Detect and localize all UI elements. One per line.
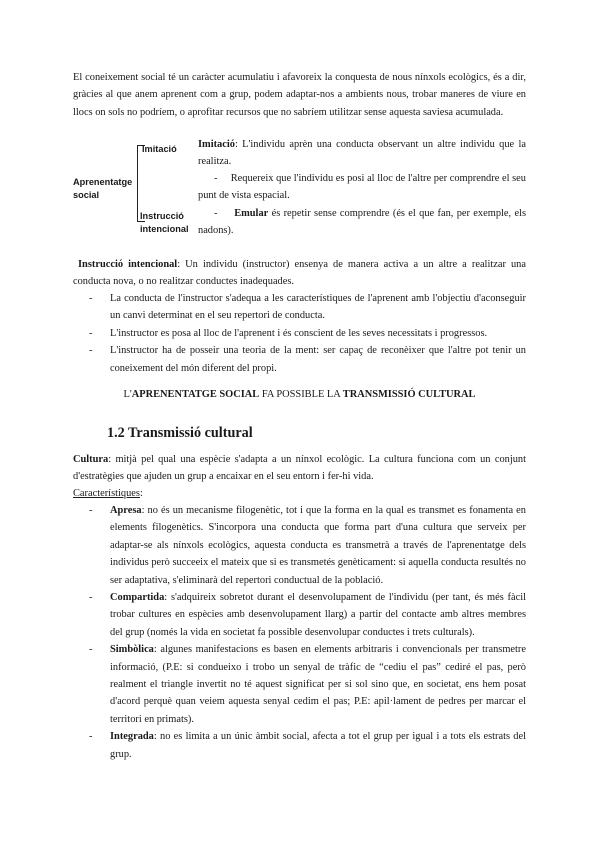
emular-term: Emular xyxy=(234,208,269,219)
list-item: - L'instructor es posa al lloc de l'aprenent i és conscient de les seves necessitats i progressos. xyxy=(110,325,526,342)
dash: - xyxy=(89,505,93,516)
emular-line xyxy=(198,205,526,240)
list-item: - Simbòlica: algunes manifestacions es basen en elements arbitraris i convencionals per transmetre informació, (P.E: si condueixo i trobo un senyal de tràfic de “cediu el pas” cediré el pas, però realment el triangle invertit no té aquest significat per si sol sino que, en societat, ens hem posat d'acord perquè quan veiem aquesta senyal cedim el pas; P.E: apil·lament de pedres per marcar el territori en primats). xyxy=(110,641,526,728)
diagram-bracket-vertical xyxy=(137,145,138,221)
imitacio-text: : L'individu aprèn una conducta observant un altre individu que la realitza. xyxy=(198,139,526,168)
list-item: - Integrada: no es limita a un únic àmbit social, afecta a tot el grup per igual i a tots els estrats del grup. xyxy=(110,728,526,763)
diagram-root-label: Aprenentatge social xyxy=(73,177,133,200)
list-item: - La conducta de l'instructor s'adequa a les característiques de l'aprenent amb l'objectiu d'aconseguir un canvi determinat en el seu repertori de conducta. xyxy=(110,290,526,325)
cultura-text: : mitjà pel qual una espècie s'adapta a un nínxol ecològic. La cultura funciona com un conjunt d'estratègies que ajuden un grup a encaixar en el seu entorn i fer-hi vida. xyxy=(73,454,526,483)
requereix-line xyxy=(198,170,526,205)
characteristics-list xyxy=(89,502,526,763)
cultura-term: Cultura xyxy=(73,454,109,465)
instruccio-paragraph xyxy=(73,256,526,291)
imitacio-definition xyxy=(198,136,526,171)
emular-text: és repetir sense comprendre (és el que fan, per exemple, els nadons). xyxy=(198,208,526,237)
dash: - xyxy=(89,345,93,357)
diagram-branch-instruccio: Instrucció intencional xyxy=(140,211,189,234)
instruccio-bullets xyxy=(89,290,526,377)
cultura-paragraph xyxy=(73,451,526,486)
dash: - xyxy=(89,327,93,339)
dash: - xyxy=(89,731,93,743)
dash: - xyxy=(89,644,93,656)
caracteristiques-label: Característiques: xyxy=(73,488,143,499)
instruccio-term: Instrucció intencional xyxy=(78,259,178,270)
requereix-text: Requereix que l'individu es posi al lloc de l'altre per comprendre el seu punt de vista espacial. xyxy=(198,173,526,202)
section-heading: 1.2 Transmissió cultural xyxy=(107,425,253,441)
dash: - xyxy=(214,208,218,219)
intro-paragraph: El coneixement social té un caràcter acumulatiu i afavoreix la conquesta de nous nínxols ecològics, és a dir, gràcies al que anem aprenent com a grup, podem adaptar-nos a ambients nous, trobar maneres de viure en llocs on sols no podríem, o aprofitar recursos que no sabríem utilitzar sense aquesta saviesa acumulada. xyxy=(73,72,526,118)
dash: - xyxy=(89,592,93,604)
dash: - xyxy=(214,173,218,184)
diagram-branch-imitacio: Imitació xyxy=(142,144,177,154)
instruccio-text: : Un individu (instructor) ensenya de manera activa a un altre a realitzar una conducta nova, o no realitzar conductes inadequades. xyxy=(73,259,526,288)
dash: - xyxy=(89,293,93,304)
conclusion-line: L'APRENENTATGE SOCIAL FA POSSIBLE LA TRANSMISSIÓ CULTURAL xyxy=(123,389,476,400)
list-item: - Compartida: s'adquireix sobretot durant el desenvolupament de l'individu (per tant, és més fàcil trobar cultures en espècies amb desenvolupament llarg) a partir del contacte amb altres membres del grup (només la vida en societat fa possible desenvolupar conductes i trets culturals). xyxy=(110,589,526,641)
list-item: - L'instructor ha de posseir una teoria de la ment: ser capaç de reconèixer que l'altre pot tenir un coneixement del món diferent del propi. xyxy=(110,342,526,377)
list-item: - Apresa: no és un mecanisme filogenètic, tot i que la forma en la qual es transmet es fonamenta en elements filogenètics. S'incorpora una conducta que forma part d'una cultura que serveix per adaptar-se als nínxols ecològics, aquesta conducta es transmetrà a través de l'aprenentatge dels individus però succeeix el mateix que si es transmetés genèticament: si aquella conducta resultés no ser adaptativa, s'eliminarà del repertori conductual de la població. xyxy=(110,502,526,589)
imitacio-term: Imitació xyxy=(198,139,235,150)
